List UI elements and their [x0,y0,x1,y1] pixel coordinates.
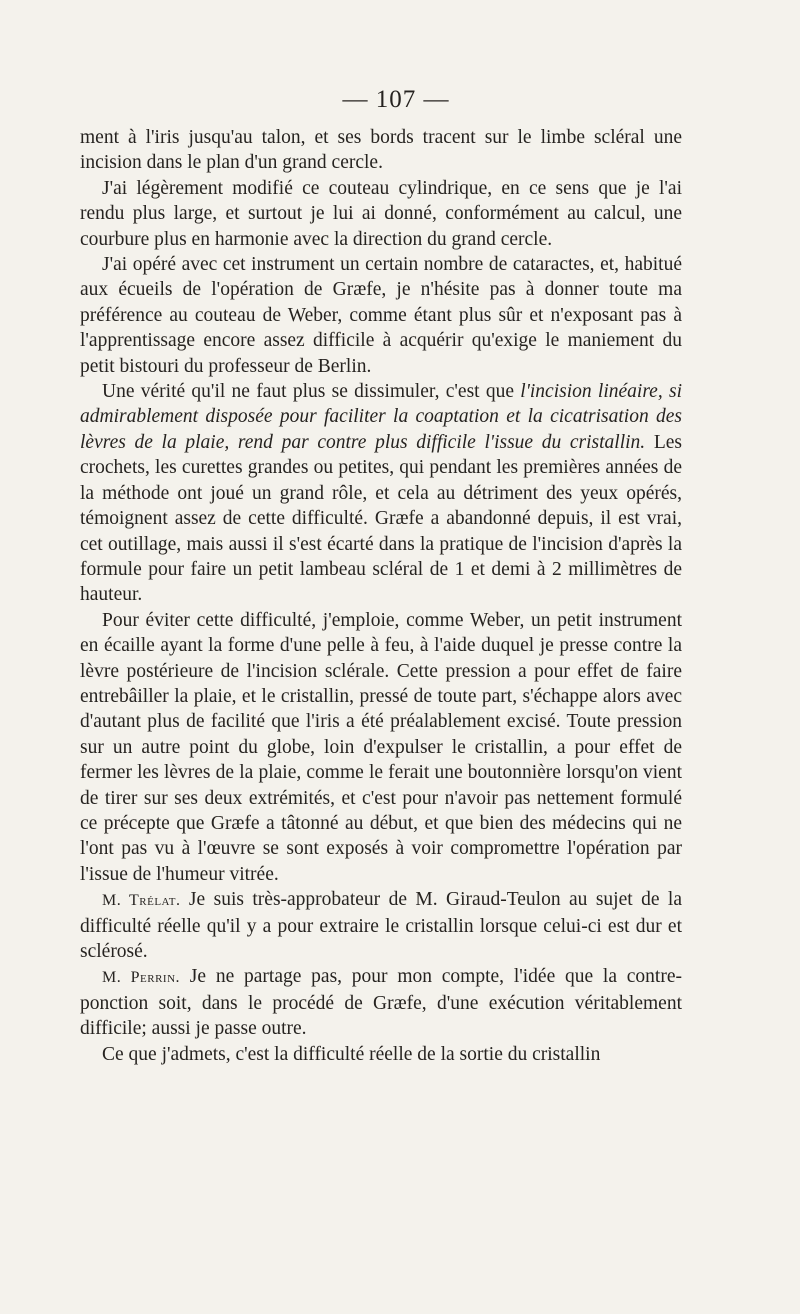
paragraph-scale-instrument: Pour éviter cette difficulté, j'emploie, comme Weber, un petit instrument en écaille ayant la forme d'une pelle à feu, à l'aide duquel je presse contre la lèvre postérieure de l'incision sclérale. Cette pression a pour effet de faire entrebâiller la plaie, et le cristallin, pressé de toute part, s'échappe alors avec d'autant plus de facilité que l'iris a été préalablement excisé. Toute pression sur un autre point du globe, loin d'expulser le cristallin, a pour effet de fermer les lèvres de la plaie, comme le ferait une boutonnière lorsqu'on vient de tirer sur ses deux extrémités, et c'est pour n'avoir pas nettement formulé ce précepte que Græfe a tâtonné au début, et que bien des médecins qui ne l'ont pas vu à l'œuvre se sont exposés à voir compromettre l'opération par l'issue de l'humeur vitrée. [80,609,682,885]
page-number: — 107 — [342,86,450,113]
paragraph-linear-incision [80,379,682,608]
paragraph-perrin [80,964,682,1041]
paragraph-knife-modification: J'ai légèrement modifié ce couteau cylindrique, en ce sens que je l'ai rendu plus large, et surtout je lui ai donné, conformément au calcul, une courbure plus en harmonie avec la direction du grand cercle. [80,177,682,250]
speaker-perrin: M. Perrin. [102,969,181,987]
paragraph-trelat [80,887,682,964]
speaker-trelat: M. Trélat. [102,892,181,910]
paragraph-continuation: ment à l'iris jusqu'au talon, et ses bords tracent sur le limbe scléral une incision dans le plan d'un grand cercle. [80,127,682,174]
paragraph-final: Ce que j'admets, c'est la difficulté réelle de la sortie du cristallin [102,1043,601,1065]
linear-incision-italic: l'incision linéaire, si admirablement disposée pour faciliter la coaptation et la cicatrisation des lèvres de la plaie, rend par contre plus difficile l'issue du cristallin. [80,381,682,453]
linear-incision-rest: Les crochets, les curettes grandes ou petites, qui pendant les premières années de la méthode ont joué un grand rôle, et cela au détriment des yeux opérés, témoignent assez de cette difficulté. Græfe a abandonné depuis, il est vrai, cet outillage, mais aussi il s'est écarté dans la pratique de l'incision d'après la formule pour faire un petit lambeau scléral de 1 et demi à 2 millimètres de hauteur. [80,431,683,606]
trelat-text: Je suis très-approbateur de M. Giraud-Teulon au sujet de la difficulté réelle qu'il y a pour extraire le cristallin lorsque celui-ci est dur et sclérosé. [80,889,683,962]
paragraph-cataract-operations: J'ai opéré avec cet instrument un certain nombre de cataractes, et, habitué aux écueils de l'opération de Græfe, je n'hésite pas à donner toute ma préférence au couteau de Weber, comme étant plus sûr et n'exposant pas à l'apprentissage encore assez difficile à acquérir qu'exige le maniement du petit bistouri du professeur de Berlin. [80,254,682,377]
perrin-text: Je ne partage pas, pour mon compte, l'idée que la contre-ponction soit, dans le procédé de Græfe, d'une exécution véritablement difficile; aussi je passe outre. [80,966,682,1040]
linear-incision-intro: Une vérité qu'il ne faut plus se dissimuler, c'est que [102,381,521,403]
